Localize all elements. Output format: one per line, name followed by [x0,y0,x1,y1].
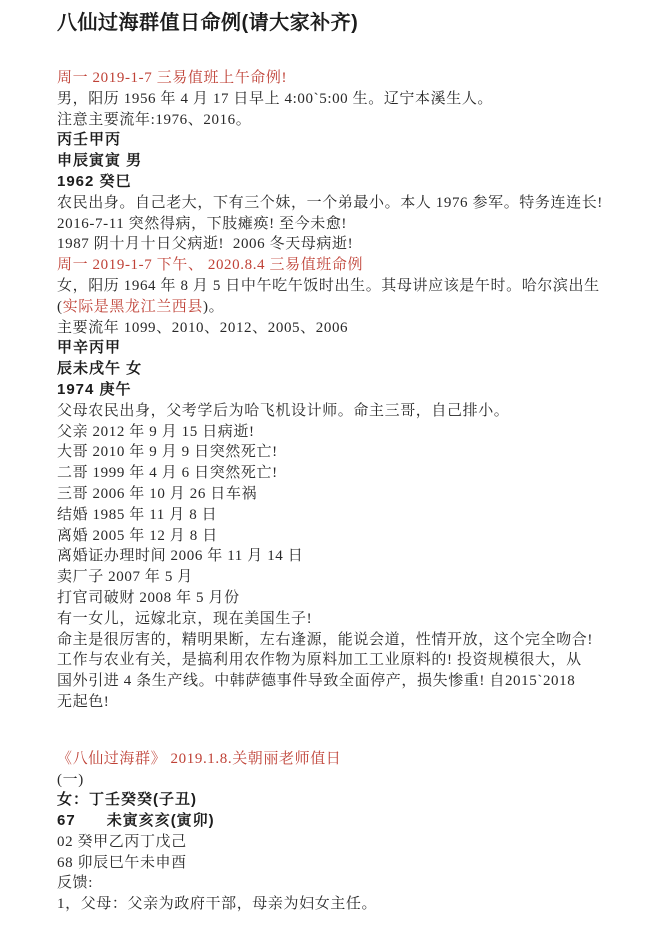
document-line: 农民出身。自己老大，下有三个妹，一个弟最小。本人 1976 参军。特务连连长! [57,194,603,211]
document-line: 甲辛丙甲 [57,339,122,357]
document-line-segment: 实际是黑龙江兰西县 [62,298,204,315]
document-line: 结婚 1985 年 11 月 8 日 [57,506,218,523]
document-line: 无起色! [57,693,110,710]
section-spacer [57,713,632,749]
document-line: 父母农民出身，父考学后为哈飞机设计师。命主三哥，自己排小。 [57,402,510,419]
document-line: 02 癸甲乙丙丁戊己 [57,833,187,850]
document-line: 1962 癸巳 [57,172,132,190]
document-line: 女，阳历 1964 年 8 月 5 日中午吃午饭时出生。其母讲应该是午时。哈尔滨出生 [57,277,600,294]
document-line: 有一女儿，远嫁北京，现在美国生子! [57,610,313,627]
document-line: 2016-7-11 突然得病，下肢瘫痪! 至今未愈! [57,215,348,232]
document-line: 工作与农业有关，是搞利用农作物为原料加工工业原料的! 投资规模很大，从 [57,652,582,669]
document-line-segment: )。 [203,298,225,315]
document-line: 反馈: [57,875,93,892]
document-line: 1，父母：父亲为政府干部，母亲为妇女主任。 [57,896,378,913]
document-line: 国外引进 4 条生产线。中韩萨德事件导致全面停产，损失惨重! 自2015`2018 [57,673,576,690]
document-line: 打官司破财 2008 年 5 月份 [57,589,240,606]
document-line: 丙壬甲丙 [57,131,122,149]
document-line: 卖厂子 2007 年 5 月 [57,569,193,586]
document-line: 《八仙过海群》 2019.1.8.关朝丽老师值日 [57,750,342,767]
document-line: 离婚 2005 年 12 月 8 日 [57,527,218,544]
document-body [57,68,632,915]
document-line: 67 未寅亥亥(寅卯) [57,812,215,830]
document-line: 注意主要流年:1976、2016。 [57,111,252,128]
document-line: 三哥 2006 年 10 月 26 日车祸 [57,485,258,502]
document-line: 主要流年 1099、2010、2012、2005、2006 [57,319,349,336]
title-spacer [57,36,632,68]
document-line: 1974 庚午 [57,380,132,398]
document-line: 女：丁壬癸癸(子丑) [57,791,197,809]
document-line [57,297,632,318]
document-line: 父亲 2012 年 9 月 15 日病逝! [57,423,255,440]
document-line: 二哥 1999 年 4 月 6 日突然死亡! [57,465,278,482]
document-line-segment: ( [57,298,63,315]
document-line: 周一 2019-1-7 三易值班上午命例! [57,70,288,86]
document-line: 周一 2019-1-7 下午、 2020.8.4 三易值班命例 [57,257,364,274]
document-line: 离婚证办理时间 2006 年 11 月 14 日 [57,548,304,565]
document-title: 八仙过海群值日命例(请大家补齐) [57,12,359,34]
document-line: (一) [57,771,84,788]
document-line: 男，阳历 1956 年 4 月 17 日早上 4:00`5:00 生。辽宁本溪生人。 [57,90,494,107]
document-line: 命主是很厉害的，精明果断，左右逢源，能说会道，性情开放，这个完全吻合! [57,631,593,648]
document-line: 大哥 2010 年 9 月 9 日突然死亡! [57,444,278,461]
document-line: 1987 阴十月十日父病逝! 2006 冬天母病逝! [57,236,354,253]
document-line: 申辰寅寅 男 [57,152,143,170]
document-line: 68 卯辰巳午未申酉 [57,854,187,871]
document-line: 辰未戌午 女 [57,360,143,378]
